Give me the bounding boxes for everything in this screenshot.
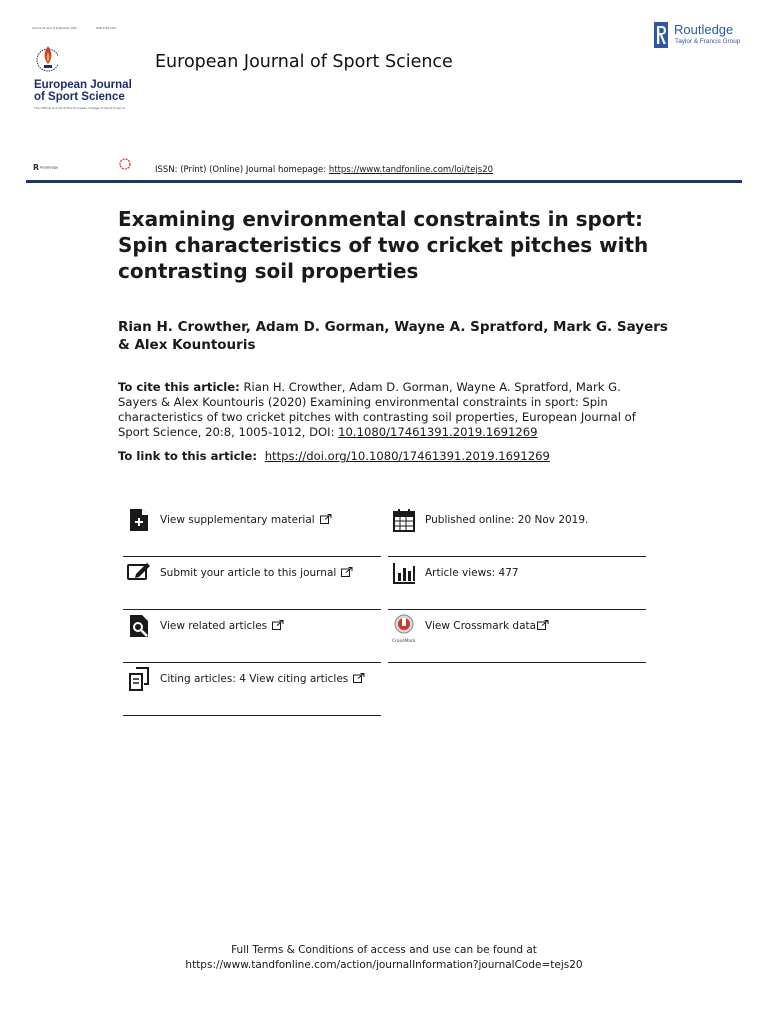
publisher-small-label: Routledge	[40, 165, 59, 170]
edit-icon	[127, 561, 151, 585]
crossmark-label[interactable]: View Crossmark data	[425, 620, 537, 632]
citing-label[interactable]: Citing articles: 4 View citing articles	[160, 673, 349, 685]
crossmark-cell[interactable]	[388, 610, 646, 663]
article-views-cell	[388, 557, 646, 610]
crossmark-icon	[392, 614, 416, 638]
article-views-label: Article views: 477	[425, 567, 519, 579]
doi-link[interactable]: 10.1080/17461391.2019.1691269	[338, 425, 538, 439]
terms-url[interactable]: https://www.tandfonline.com/action/journalInformation?journalCode=tejs20	[185, 959, 583, 971]
cover-title: European Journal of Sport Science	[34, 79, 132, 103]
issn-line	[155, 165, 493, 175]
issn-prefix: ISSN: (Print) (Online) Journal homepage:	[155, 165, 329, 175]
cover-subtitle: The Official Journal of the European College of Sport Science	[34, 106, 125, 110]
routledge-logo[interactable]	[654, 22, 754, 50]
cover-volume-line: Volume 20 Issue 8 September 2020	[32, 27, 77, 30]
routledge-small-r-icon: R	[33, 163, 40, 172]
calendar-icon	[392, 508, 416, 532]
published-online-label: Published online: 20 Nov 2019.	[425, 514, 589, 526]
citing-articles-cell[interactable]	[123, 663, 381, 716]
article-authors: Rian H. Crowther, Adam D. Gorman, Wayne A. Spratford, Mark G. Sayers & Alex Kountouris	[118, 319, 668, 353]
article-doi-url[interactable]: https://doi.org/10.1080/17461391.2019.1691269	[264, 449, 550, 463]
publisher-subtitle: Taylor & Francis Group	[675, 38, 741, 45]
article-link-line	[118, 449, 678, 464]
cover-issn-line: ISSN 1746-1391	[96, 27, 117, 30]
flame-emblem-icon	[34, 38, 58, 78]
related-articles-cell[interactable]	[123, 610, 381, 663]
citing-documents-icon	[127, 667, 151, 691]
routledge-r-icon	[654, 22, 668, 48]
crossmark-caption: CrossMark	[392, 639, 416, 644]
external-link-icon	[320, 514, 332, 524]
search-document-icon	[127, 614, 151, 638]
header-rule	[26, 180, 742, 183]
routledge-small-logo	[33, 163, 58, 172]
link-label: To link to this article:	[118, 449, 262, 463]
journal-title: European Journal of Sport Science	[155, 52, 453, 72]
citation-block	[118, 380, 648, 440]
external-link-icon	[341, 567, 353, 577]
external-link-icon	[272, 620, 284, 630]
terms-footer	[0, 943, 768, 973]
publisher-name: Routledge	[674, 22, 734, 37]
cite-label: To cite this article:	[118, 380, 240, 394]
journal-cover	[30, 24, 134, 116]
external-link-icon	[353, 673, 365, 683]
external-link-icon	[537, 620, 549, 630]
submit-article-cell[interactable]	[123, 557, 381, 610]
file-plus-icon	[127, 508, 151, 532]
terms-line: Full Terms & Conditions of access and use can be found at	[231, 944, 537, 956]
related-label[interactable]: View related articles	[160, 620, 268, 632]
journal-homepage-link[interactable]: https://www.tandfonline.com/loi/tejs20	[328, 165, 494, 175]
supplementary-label[interactable]: View supplementary material	[160, 514, 315, 526]
submit-label[interactable]: Submit your article to this journal	[160, 567, 337, 579]
supplementary-material-cell[interactable]	[123, 504, 381, 557]
published-online-cell	[388, 504, 646, 557]
bar-chart-icon	[392, 561, 416, 585]
crossmark-small-icon[interactable]	[119, 158, 131, 170]
article-title: Examining environmental constraints in sport: Spin characteristics of two cricket pitches with contrasting soil properties	[118, 207, 649, 283]
cite-text: Rian H. Crowther, Adam D. Gorman, Wayne A. Spratford, Mark G. Sayers & Alex Kountouris (2020) Examining environmental constraints in sport: Spin characteristics of two cricket pitches with contrasting soil properties, European Journal of Sport Science, 20:8, 1005-1012, DOI:	[118, 380, 636, 439]
